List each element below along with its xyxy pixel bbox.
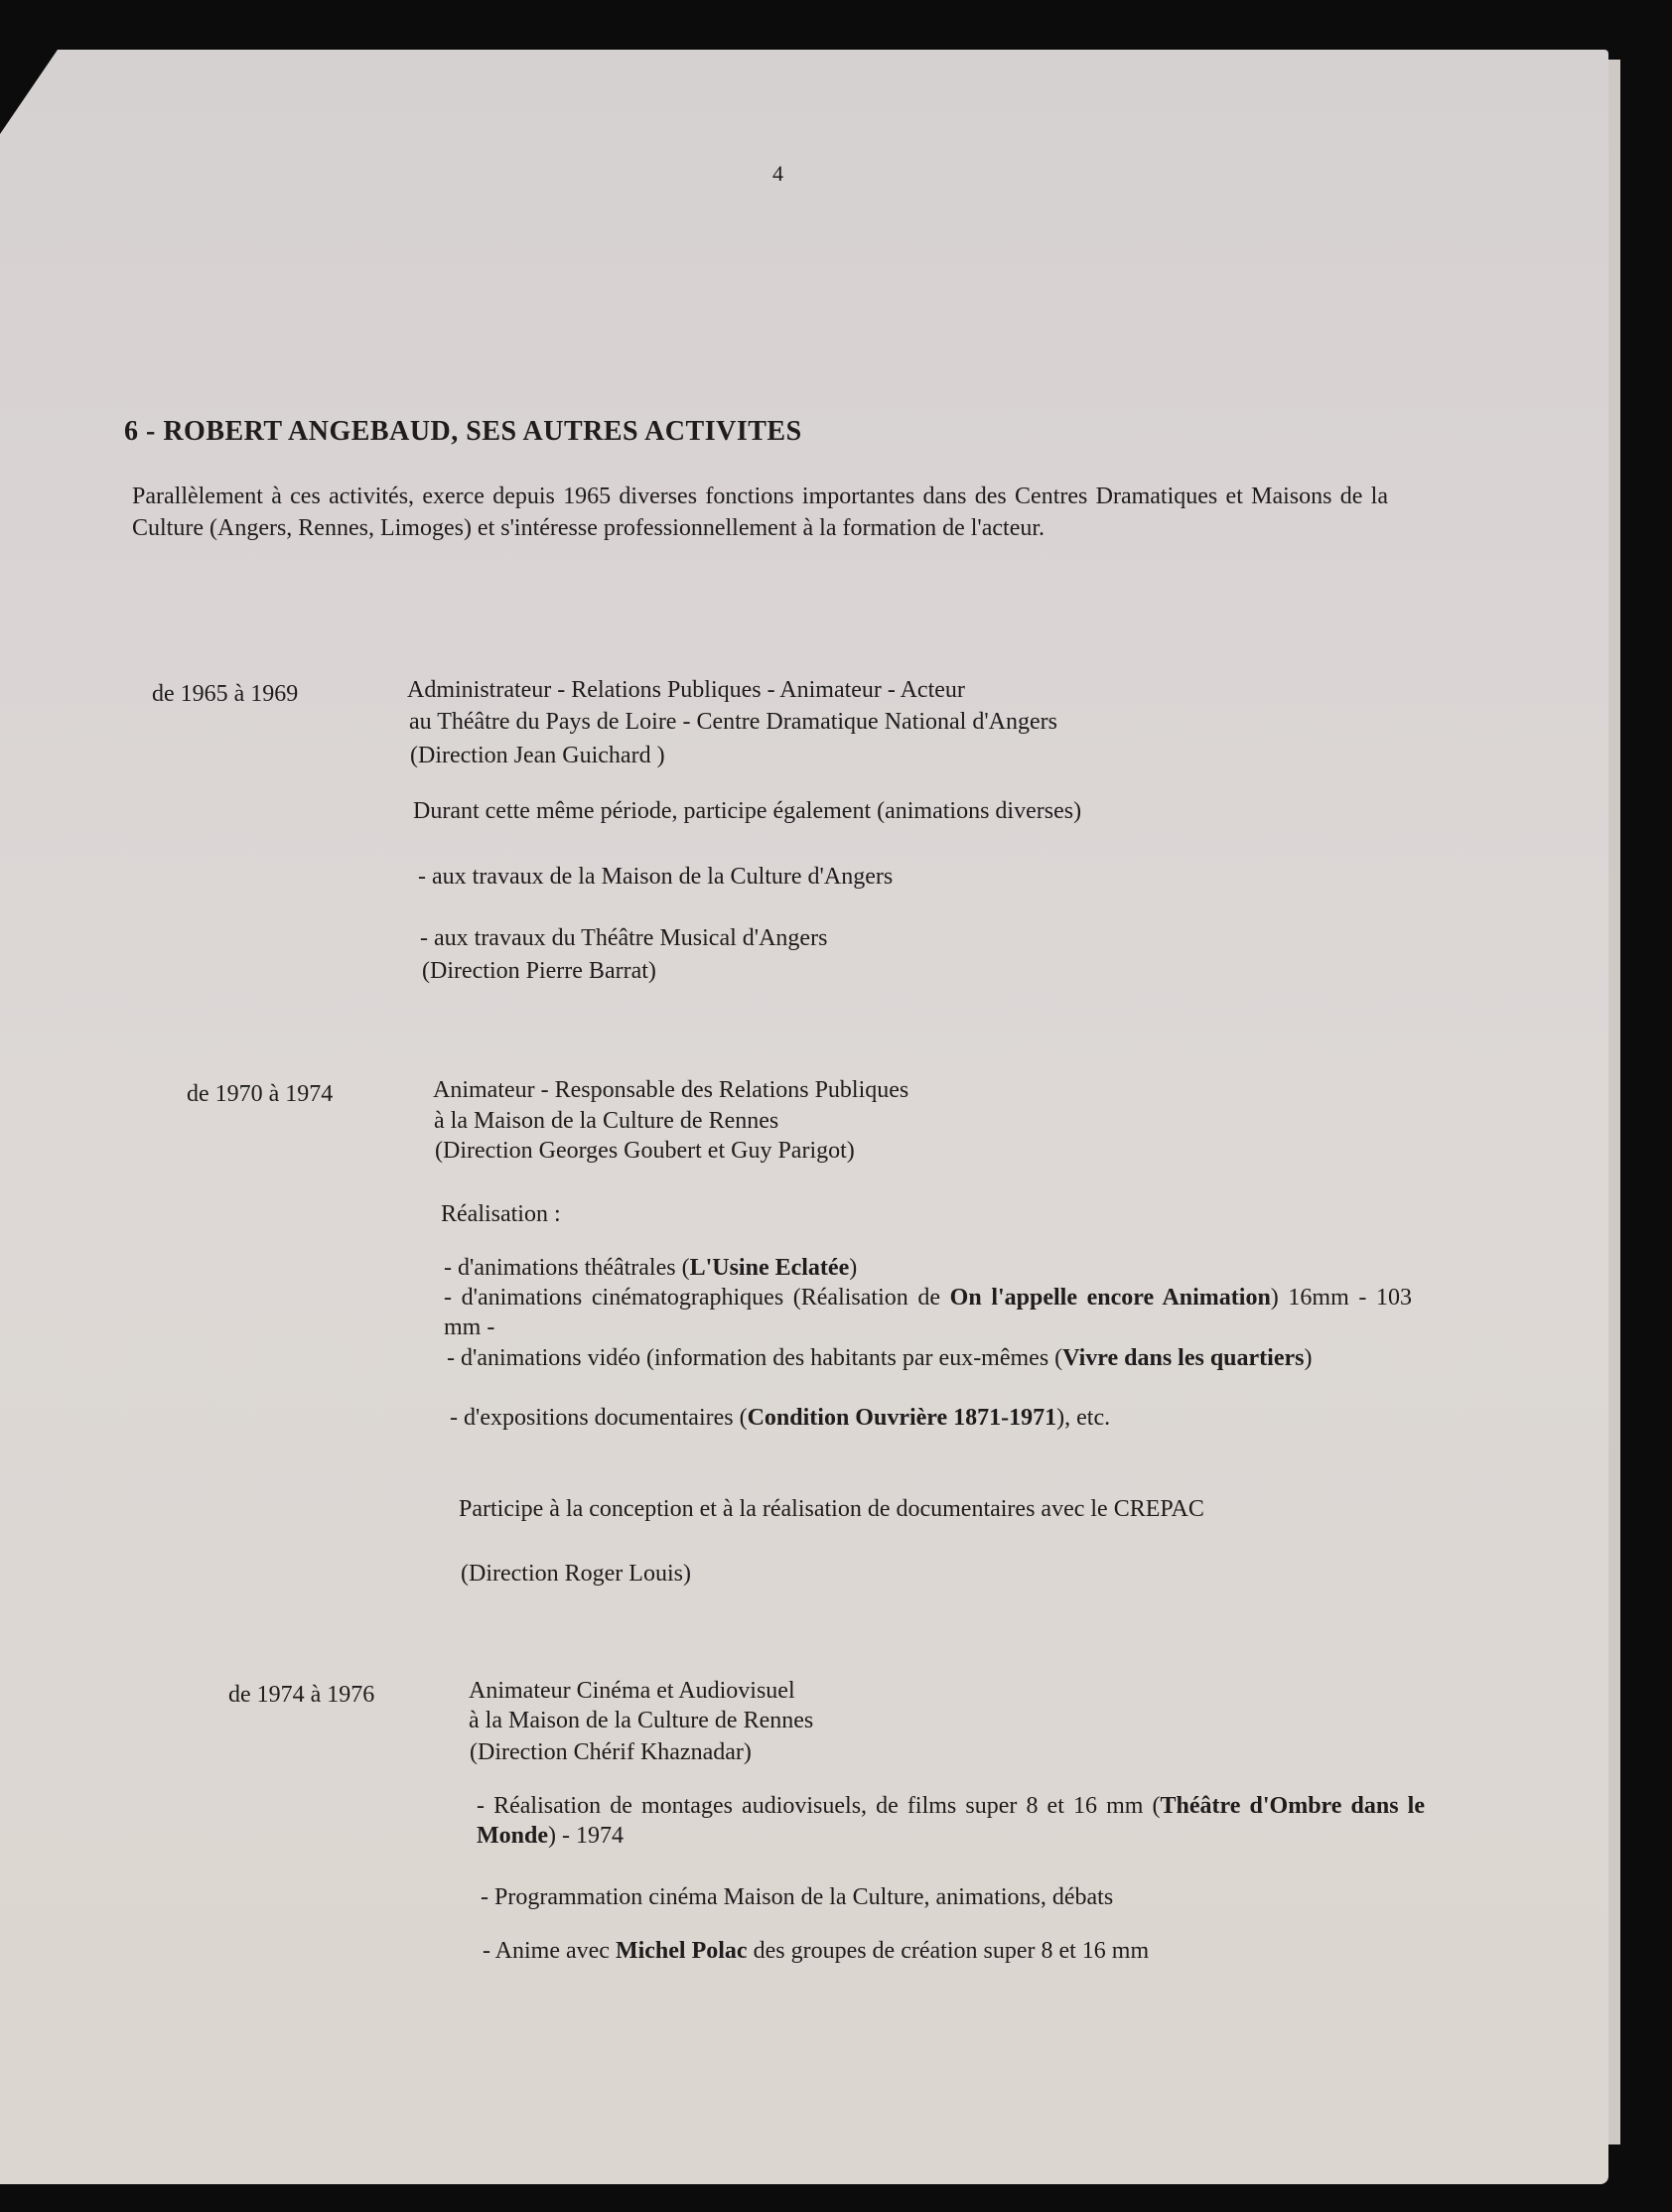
realisation-item: - d'expositions documentaires (Condition Ouvrière 1871-1971), etc.: [450, 1405, 1111, 1431]
period-line: (Direction Chérif Khaznadar): [470, 1739, 752, 1765]
realisation-item: - d'animations vidéo (information des habitants par eux-mêmes (Vivre dans les quartiers): [447, 1345, 1313, 1371]
period-line: (Direction Georges Goubert et Guy Parigot): [435, 1138, 855, 1164]
period-line: Réalisation :: [441, 1201, 561, 1227]
period-line: Durant cette même période, participe également (animations diverses): [413, 798, 1082, 824]
period-line: - aux travaux du Théâtre Musical d'Angers: [420, 925, 828, 951]
period-date: de 1970 à 1974: [187, 1081, 334, 1107]
realisation-item: - d'animations théâtrales (L'Usine Eclatée): [444, 1255, 858, 1281]
period-line: - aux travaux de la Maison de la Culture d'Angers: [418, 864, 894, 890]
document-page: [0, 50, 1608, 2184]
period-line: Administrateur - Relations Publiques - Animateur - Acteur: [407, 677, 965, 703]
period-line: au Théâtre du Pays de Loire - Centre Dramatique National d'Angers: [409, 709, 1057, 735]
period-line: à la Maison de la Culture de Rennes: [434, 1108, 779, 1134]
crepac-paragraph: Participe à la conception et à la réalisation de documentaires avec le CREPAC: [459, 1496, 1204, 1522]
period-line: (Direction Roger Louis): [461, 1561, 691, 1587]
activity-item: - Réalisation de montages audiovisuels, de films super 8 et 16 mm (Théâtre d'Ombre dans le Monde) - 1974: [477, 1793, 1425, 1849]
period-line: Animateur Cinéma et Audiovisuel: [469, 1678, 795, 1704]
activity-item: - Anime avec Michel Polac des groupes de création super 8 et 16 mm: [483, 1938, 1150, 1964]
intro-paragraph: Parallèlement à ces activités, exerce depuis 1965 diverses fonctions importantes dans des Centres Dramatiques et Maisons de la Culture (Angers, Rennes, Limoges) et s'intéresse professionnellement à la formation de l'acteur.: [132, 484, 1388, 541]
period-date: de 1974 à 1976: [228, 1682, 375, 1708]
section-title: 6 - ROBERT ANGEBAUD, SES AUTRES ACTIVITES: [124, 416, 802, 447]
period-line: (Direction Pierre Barrat): [422, 958, 656, 984]
period-line: (Direction Jean Guichard ): [410, 743, 665, 768]
period-line: Animateur - Responsable des Relations Publiques: [433, 1077, 909, 1103]
activity-item: - Programmation cinéma Maison de la Culture, animations, débats: [481, 1884, 1114, 1910]
page-number: 4: [772, 161, 783, 186]
realisation-item: - d'animations cinématographiques (Réalisation de On l'appelle encore Animation) 16mm - 103 mm -: [444, 1285, 1413, 1340]
page-edge: [1608, 60, 1620, 2144]
period-date: de 1965 à 1969: [152, 681, 299, 707]
period-line: à la Maison de la Culture de Rennes: [469, 1708, 814, 1733]
